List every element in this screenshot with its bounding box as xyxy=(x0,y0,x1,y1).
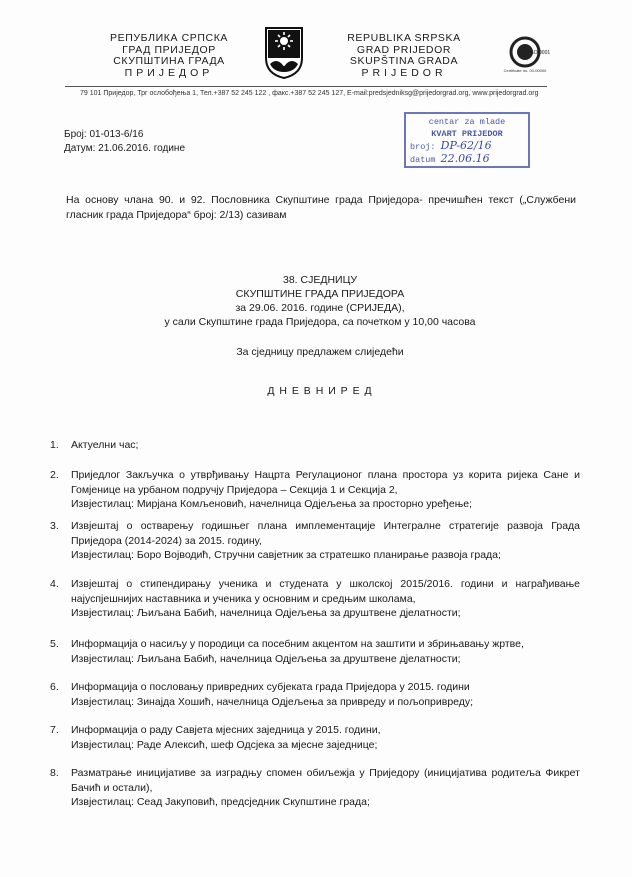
document-date: Датум: 21.06.2016. године xyxy=(64,143,186,154)
header-latin xyxy=(325,33,483,79)
list-item xyxy=(50,577,580,621)
session-venue: у сали Скупштине града Приједора, са почетком у 10,00 часова xyxy=(164,316,476,328)
item-text: Информација о насиљу у породици са посебним акцентом на заштити и збрињавању жртве, xyxy=(71,638,524,650)
header-line: GRAD PRIJEDOR xyxy=(356,43,452,56)
document-meta xyxy=(64,128,185,156)
stamp-number-value: DP-62/16 xyxy=(440,139,492,152)
header-line: ПРИЈЕДОР xyxy=(124,66,214,79)
header-line: REPUBLIKA SRPSKA xyxy=(347,32,461,44)
address-line: 79 101 Приједор, Трг ослобођења 1, Тел.+387 52 245 122 , факс.+387 52 245 127, E-mail:predsjedniksg@prijedorgrad.org, www.prijedorgrad.org xyxy=(80,90,539,97)
item-text: Извјештај о стипендирању ученика и студената у школској 2015/2016. години и награђивање најуспјешнијих наставника и ученика у основним и средњим школама, xyxy=(71,578,580,605)
iso-badge-icon xyxy=(502,36,551,68)
stamp-number-label: broj: xyxy=(410,142,436,152)
item-reporter: Извјестилац: Љиљана Бабић, начелница Одјељења за друштвене дјелатности; xyxy=(71,652,461,665)
item-number: 6. xyxy=(50,681,59,693)
item-text: Информација о пословању привредних субјеката града Приједора у 2015. години xyxy=(71,681,470,693)
item-reporter: Извјестилац: Љиљана Бабић, начелница Одјељења за друштвене дјелатности; xyxy=(71,607,461,619)
session-number: 38. СЈЕДНИЦУ xyxy=(282,274,358,286)
iso-caption: Certificate no. 00-00000 xyxy=(503,68,547,73)
item-number: 1. xyxy=(50,439,59,451)
header-line: SKUPŠTINA GRADA xyxy=(349,55,459,67)
item-reporter: Извјестилац: Раде Алексић, шеф Одсјека за мјесне заједнице; xyxy=(71,738,378,751)
item-text: Актуелни час; xyxy=(71,439,139,451)
list-item xyxy=(50,468,580,512)
session-block xyxy=(80,273,560,329)
list-item xyxy=(50,519,580,563)
item-text: Извјештај о остварењу годишњег плана имплементације Интегралне стратегије развоја Града Приједора (2014-2024) за 2015. годину, xyxy=(71,520,580,547)
header-line: РЕПУБЛИКА СРПСКА xyxy=(109,32,229,44)
header-cyrillic xyxy=(90,33,248,79)
received-stamp xyxy=(404,112,530,168)
stamp-line: centar za mlade xyxy=(428,117,506,127)
item-number: 8. xyxy=(50,767,59,779)
stamp-date-label: datum xyxy=(410,155,436,165)
session-body: СКУПШТИНЕ ГРАДА ПРИЈЕДОРА xyxy=(235,288,405,300)
item-number: 3. xyxy=(50,520,59,532)
stamp-date-value: 22.06.16 xyxy=(440,152,490,165)
session-date: за 29.06. 2016. године (СРИЈЕДА), xyxy=(235,302,405,314)
list-item xyxy=(50,438,580,453)
agenda-title: Д Н Е В Н И Р Е Д xyxy=(267,385,373,397)
item-number: 5. xyxy=(50,638,59,650)
item-reporter: Извјестилац: Мирјана Комљеновић, начелница Одјељења за просторно уређење; xyxy=(71,498,473,510)
intro-paragraph: На основу члана 90. и 92. Пословника Скупштине града Приједора- пречишћен текст („Службени гласник града Приједора“ број: 2/13) сазивам xyxy=(66,194,576,221)
item-reporter: Извјестилац: Боро Војводић, Стручни савјетник за стратешко планирање развоја града; xyxy=(71,549,501,561)
list-item xyxy=(50,766,580,810)
item-number: 2. xyxy=(50,469,59,481)
item-number: 7. xyxy=(50,724,59,736)
iso-certification-logo xyxy=(502,36,551,73)
list-item xyxy=(50,680,580,709)
stamp-date xyxy=(410,153,524,166)
item-reporter: Извјестилац: Зинајда Хошић, начелница Одјељења за привреду и пољопривреду; xyxy=(71,695,474,708)
header-line: СКУПШТИНА ГРАДА xyxy=(113,55,225,67)
stamp-line: KVART PRIJEDOR xyxy=(431,129,503,139)
item-number: 4. xyxy=(50,578,59,590)
document-number: Број: 01-013-6/16 xyxy=(64,129,144,140)
list-item xyxy=(50,637,580,666)
header-line: PRIJEDOR xyxy=(361,66,447,79)
item-text: Приједлог Закључка о утврђивању Нацрта Регулационог плана простора уз корита ријека Сане и Гомјенице на урбаном подручју Приједора – Секција 1 и Секција 2, xyxy=(71,469,580,496)
iso-text: ISO 9001 xyxy=(529,50,551,56)
item-reporter: Извјестилац: Сеад Јакуповић, предсједник Скупштине града; xyxy=(71,796,370,808)
header-divider xyxy=(65,86,547,87)
item-text: Информација о раду Савјета мјесних заједница у 2015. години, xyxy=(71,724,381,736)
proposal-line: За сједницу предлажем слиједећи xyxy=(236,346,404,358)
header-line: ГРАД ПРИЈЕДОР xyxy=(122,43,216,56)
city-coat-of-arms-icon xyxy=(264,26,304,80)
list-item xyxy=(50,723,580,752)
item-text: Разматрање иницијативе за изградњу спомен обиљежја у Приједору (иницијатива родитеља Фикрет Бачић и остали), xyxy=(71,767,580,794)
